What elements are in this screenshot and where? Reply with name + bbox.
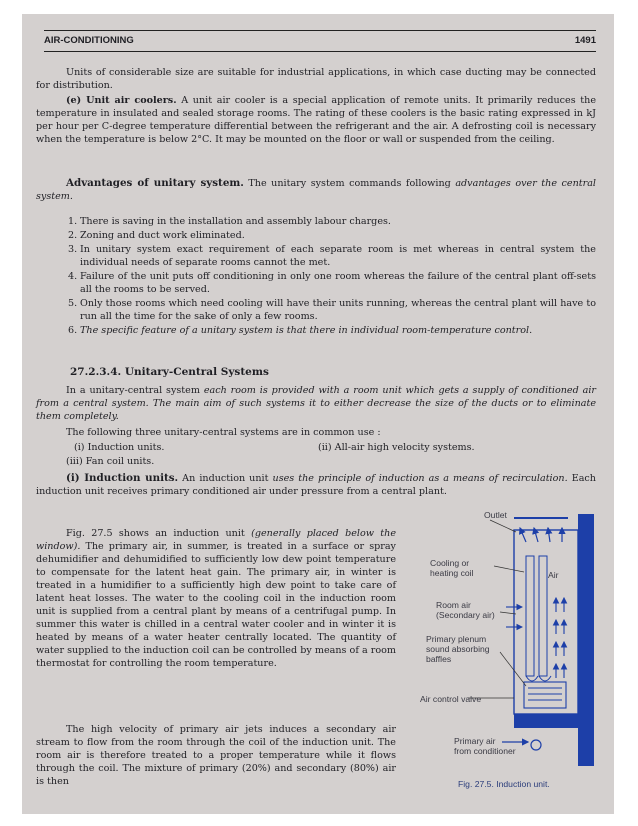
advantages-heading: Advantages of unitary system. [66,177,244,189]
induction-unit-figure [398,502,608,772]
wall [578,514,594,766]
system-item: (i) Induction units. [74,442,165,453]
page-header [44,30,596,52]
coil-pointer [494,566,524,572]
coil-label-1: Cooling or [430,558,470,568]
primary-air-label-1: Primary air [454,736,496,746]
air-label: Air [548,570,559,580]
plenum-label-3: baffles [426,654,452,664]
list-item: 3. In unitary system exact requirement of each separate room is met whereas in central system the individual needs of separate rooms cannot the met. [68,244,596,268]
book-page [22,14,614,814]
plenum-baffles [524,682,566,708]
outlet-pointer [490,520,516,532]
plenum-label-2: sound absorbing [426,644,490,654]
list-item: 4. Failure of the unit puts off conditioning in only one room whereas the failure of the central plant off-sets all the rooms to be served. [68,271,596,295]
figure-caption: Fig. 27.5. Induction unit. [458,779,550,789]
primary-air-inlet [531,740,541,750]
list-item: 2. Zoning and duct work eliminated. [68,230,245,241]
common-use-paragraph: The following three unitary-central systems are in common use : [66,427,381,438]
unit-air-coolers-label: (e) Unit air coolers. [66,95,177,106]
section-heading [70,366,269,378]
advantages-lead-italic: advantages over the central system. [36,178,596,202]
advantages-lead: The unitary system commands following [248,178,451,189]
unit-air-coolers-paragraph [36,94,596,146]
induction-paragraph-2: Fig. 27.5 shows an induction unit (generally placed below the window). The primary air, in summer, is treated in a surface or spray dehumidifier and dehumidified to sufficiently low dew point temperature to compensate for the latent heat gain. The primary air, in winter is treated in a humidifier to a sufficiently high dew point to take care of latent heat losses. The water to the cooling coil in the induction room unit is supplied from a central plant by means of a centrifugal pump. In summer this water is chilled in a central water cooler and in winter it is heated by means of a water heater centrally located. The quantity of water supplied to the induction coil can be controlled by means of a room thermostat for controlling the room temperature. [36,528,396,669]
induction-paragraph-1: (i) Induction units. An induction unit uses the principle of induction as a means of recirculation. Each induction unit receives primary conditioned air under pressure from a central plant. [36,472,596,497]
intro-paragraph: Units of considerable size are suitable for industrial applications, in which case ducting may be connected for distribution. [36,67,596,91]
valve-label: Air control valve [420,694,482,704]
plenum-pointer [500,652,526,686]
secondary-air-arrows [506,598,564,678]
floor-ledge [514,714,594,728]
room-air-label-1: Room air [436,600,471,610]
page-number: 1491 [574,35,596,46]
unit-air-coolers-text: A unit air cooler is a special application of remote units. It primarily reduces the temperature in insulated and sealed storage rooms. The rating of these coolers is the basic rating expressed in kJ per hour per C-degree temperature differential between the refrigerant and the air. A defrosting coil is necessary when the temperature is below 2°C. It may be mounted on the floor or wall or suspended from the ceiling. [36,95,596,145]
section-title: Unitary-Central Systems [124,366,269,378]
outlet-label: Outlet [484,510,507,520]
system-item: (ii) All-air high velocity systems. [318,442,475,453]
room-air-label-2: (Secondary air) [436,610,495,620]
list-item: 6. The specific feature of a unitary system is that there in individual room-temperature control. [68,325,533,336]
advantages-paragraph [36,177,596,203]
list-item: 5. Only those rooms which need cooling will have their units running, whereas the central plant will have to run all the time for the sake of only a few rooms. [68,298,596,322]
primary-air-label-2: from conditioner [454,746,516,756]
running-head: AIR-CONDITIONING [44,35,134,46]
unitary-central-paragraph: In a unitary-central system each room is provided with a room unit which gets a supply of conditioned air from a central system. The main aim of such systems it to either decrease the size of the ducts or to eliminate them completely. [36,385,596,422]
plenum-label-1: Primary plenum [426,634,487,644]
coil-label-2: heating coil [430,568,474,578]
system-item: (iii) Fan coil units. [66,456,155,467]
section-number: 27.2.3.4. [70,366,122,378]
induction-paragraph-3: The high velocity of primary air jets induces a secondary air stream to flow from the room through the coil of the induction unit. The room air is therefore treated to a proper temperature while it flows through the coil. The mixture of primary (20%) and secondary (80%) air is then [36,724,396,787]
advantages-list [50,215,596,338]
list-item: 1. There is saving in the installation and assembly labour charges. [68,216,391,227]
